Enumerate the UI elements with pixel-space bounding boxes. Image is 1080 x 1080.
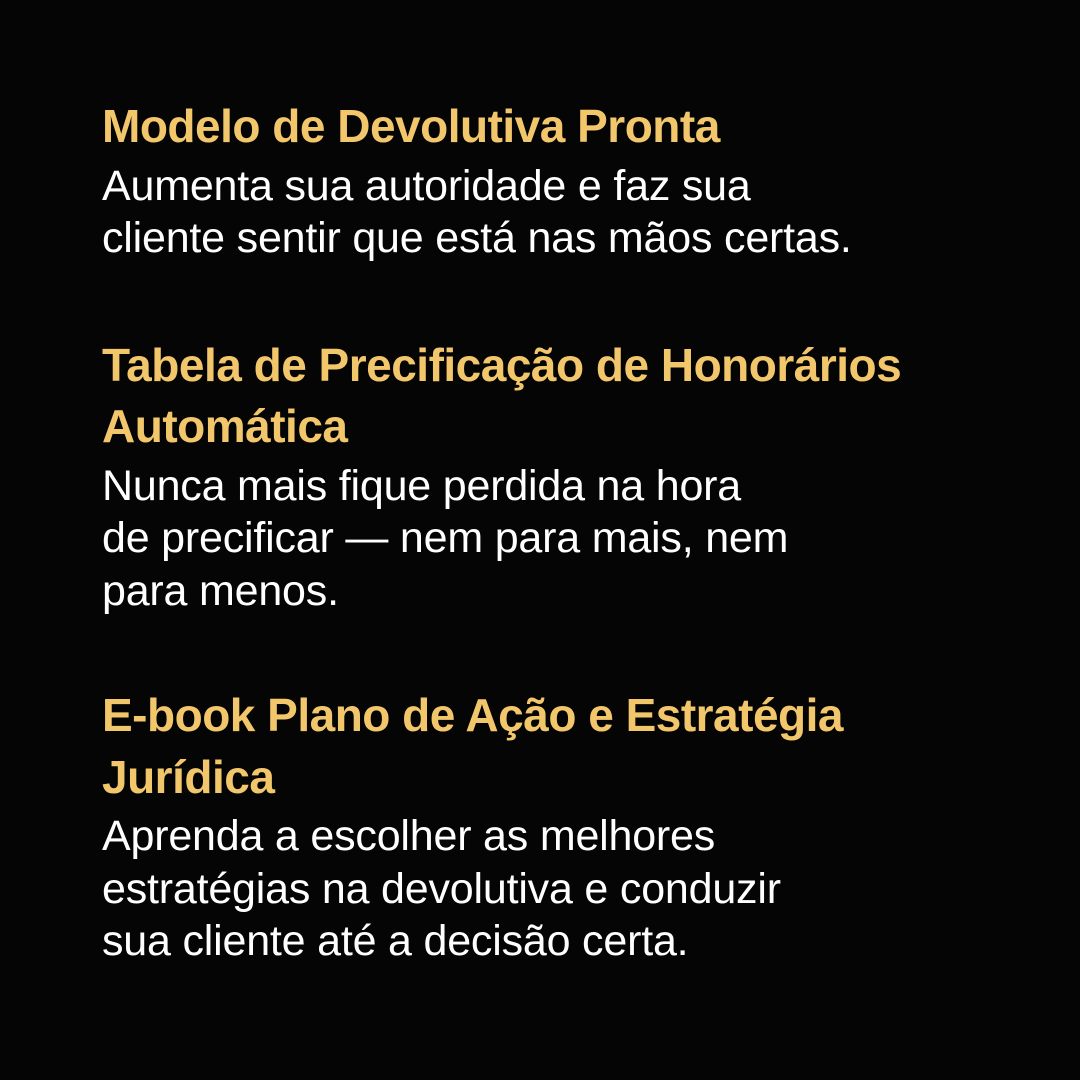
benefit-description-1 bbox=[102, 160, 922, 265]
benefit-description-3-line-2: estratégias na devolutiva e conduzir bbox=[102, 864, 781, 913]
benefit-description-3 bbox=[102, 810, 922, 967]
benefit-item-3 bbox=[102, 685, 980, 968]
benefit-description-3-line-3: sua cliente até a decisão certa. bbox=[102, 917, 689, 966]
benefit-description-2-line-2: de precificar — nem para mais, nem bbox=[102, 514, 789, 563]
benefit-description-1-line-2: cliente sentir que está nas mãos certas. bbox=[102, 214, 852, 263]
benefit-item-2 bbox=[102, 335, 980, 618]
benefit-description-2-line-3: para menos. bbox=[102, 566, 339, 615]
benefit-title-3: E-book Plano de Ação e Estratégia Jurídica bbox=[102, 689, 843, 803]
benefit-item-1 bbox=[102, 96, 980, 265]
benefit-description-1-line-1: Aumenta sua autoridade e faz sua bbox=[102, 161, 751, 210]
benefit-description-3-line-1: Aprenda a escolher as melhores bbox=[102, 812, 716, 861]
benefit-description-2 bbox=[102, 460, 922, 617]
benefit-description-2-line-1: Nunca mais fique perdida na hora bbox=[102, 461, 741, 510]
benefit-title-2: Tabela de Precificação de Honorários Automática bbox=[102, 338, 902, 453]
benefit-title-1: Modelo de Devolutiva Pronta bbox=[102, 100, 720, 152]
